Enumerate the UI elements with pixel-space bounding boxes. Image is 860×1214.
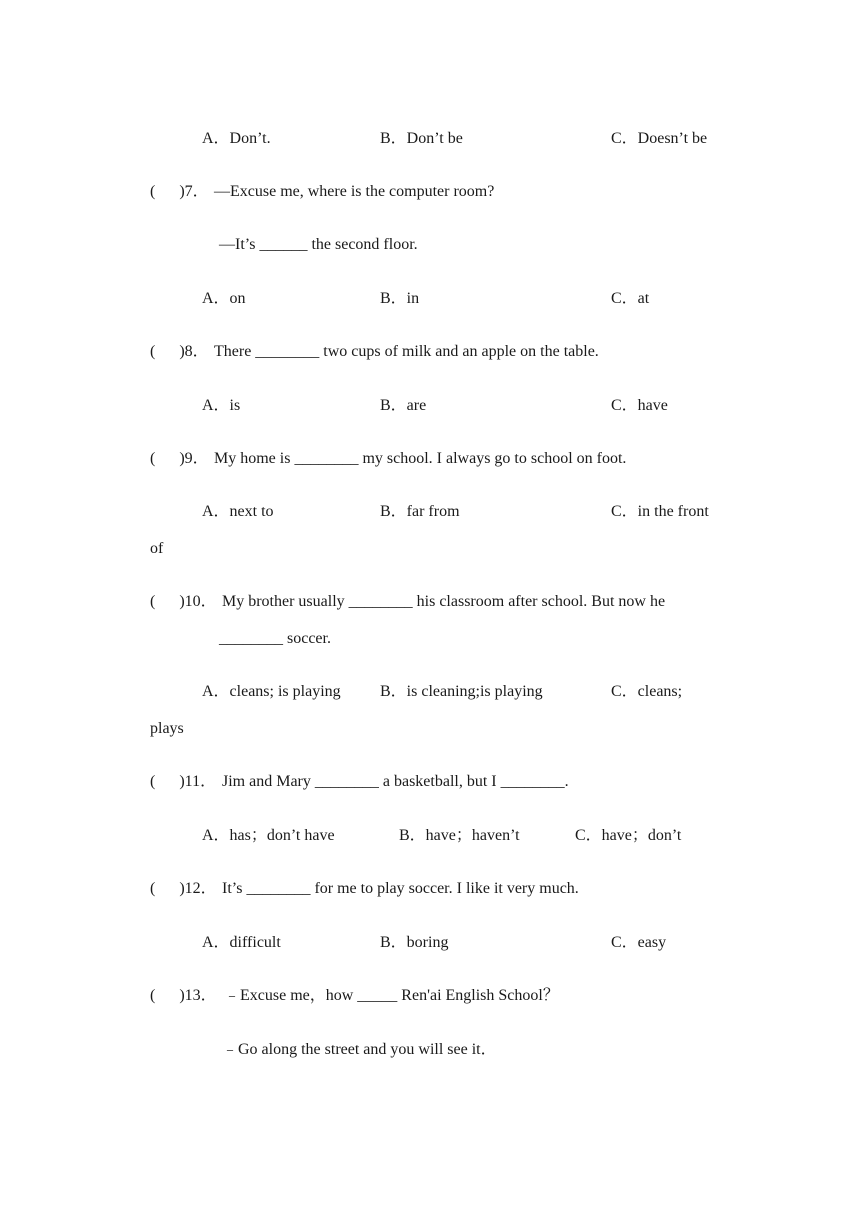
question-11-number: ( )11． bbox=[150, 773, 217, 790]
question-8-option-c: C．have bbox=[611, 397, 668, 414]
question-10-option-c: C．cleans; bbox=[611, 683, 683, 700]
question-8-option-a: A．is bbox=[202, 397, 241, 414]
prev-option-c: C．Doesn’t be bbox=[611, 130, 708, 147]
question-7-option-b: B．in bbox=[380, 290, 420, 307]
question-11-option-c: C．have；don’t bbox=[575, 827, 682, 844]
question-9-option-c: C．in the front bbox=[611, 503, 709, 520]
prev-option-b: B．Don’t be bbox=[380, 130, 463, 147]
question-7-number: ( )7． bbox=[150, 183, 209, 200]
question-7-continuation: —It’s ______ the second floor. bbox=[219, 236, 418, 253]
question-7-option-c: C．at bbox=[611, 290, 650, 307]
question-13-continuation: ﹣Go along the street and you will see it． bbox=[222, 1041, 497, 1058]
question-12-option-c: C．easy bbox=[611, 934, 667, 951]
question-8-stem: There ________ two cups of milk and an apple on the table. bbox=[214, 343, 599, 360]
question-10-stem: My brother usually ________ his classroom after school. But now he bbox=[222, 593, 666, 610]
question-12-option-b: B．boring bbox=[380, 934, 449, 951]
question-10-number: ( )10． bbox=[150, 593, 217, 610]
question-10-option-b: B．is cleaning;is playing bbox=[380, 683, 543, 700]
question-11-option-a: A．has；don’t have bbox=[202, 827, 335, 844]
question-12-stem: It’s ________ for me to play soccer. I like it very much. bbox=[222, 880, 579, 897]
question-11-option-b: B．have；haven’t bbox=[399, 827, 520, 844]
question-10-option-a: A．cleans; is playing bbox=[202, 683, 341, 700]
question-9-option-b: B．far from bbox=[380, 503, 460, 520]
question-10-option-c-wrap: plays bbox=[150, 720, 184, 737]
question-9-option-c-wrap: of bbox=[150, 540, 164, 557]
question-9-stem: My home is ________ my school. I always go to school on foot. bbox=[214, 450, 627, 467]
question-9-option-a: A．next to bbox=[202, 503, 274, 520]
question-12-number: ( )12． bbox=[150, 880, 217, 897]
question-7-stem: —Excuse me, where is the computer room? bbox=[214, 183, 495, 200]
prev-option-a: A．Don’t. bbox=[202, 130, 271, 147]
question-9-number: ( )9． bbox=[150, 450, 209, 467]
question-8-option-b: B．are bbox=[380, 397, 427, 414]
question-11-stem: Jim and Mary ________ a basketball, but I ________. bbox=[222, 773, 569, 790]
question-7-option-a: A．on bbox=[202, 290, 246, 307]
question-10-continuation: ________ soccer. bbox=[219, 630, 331, 647]
question-13-stem: ﹣Excuse me，how _____ Ren'ai English School？ bbox=[224, 987, 559, 1004]
question-13-number: ( )13． bbox=[150, 987, 217, 1004]
question-8-number: ( )8． bbox=[150, 343, 209, 360]
question-12-option-a: A．difficult bbox=[202, 934, 281, 951]
